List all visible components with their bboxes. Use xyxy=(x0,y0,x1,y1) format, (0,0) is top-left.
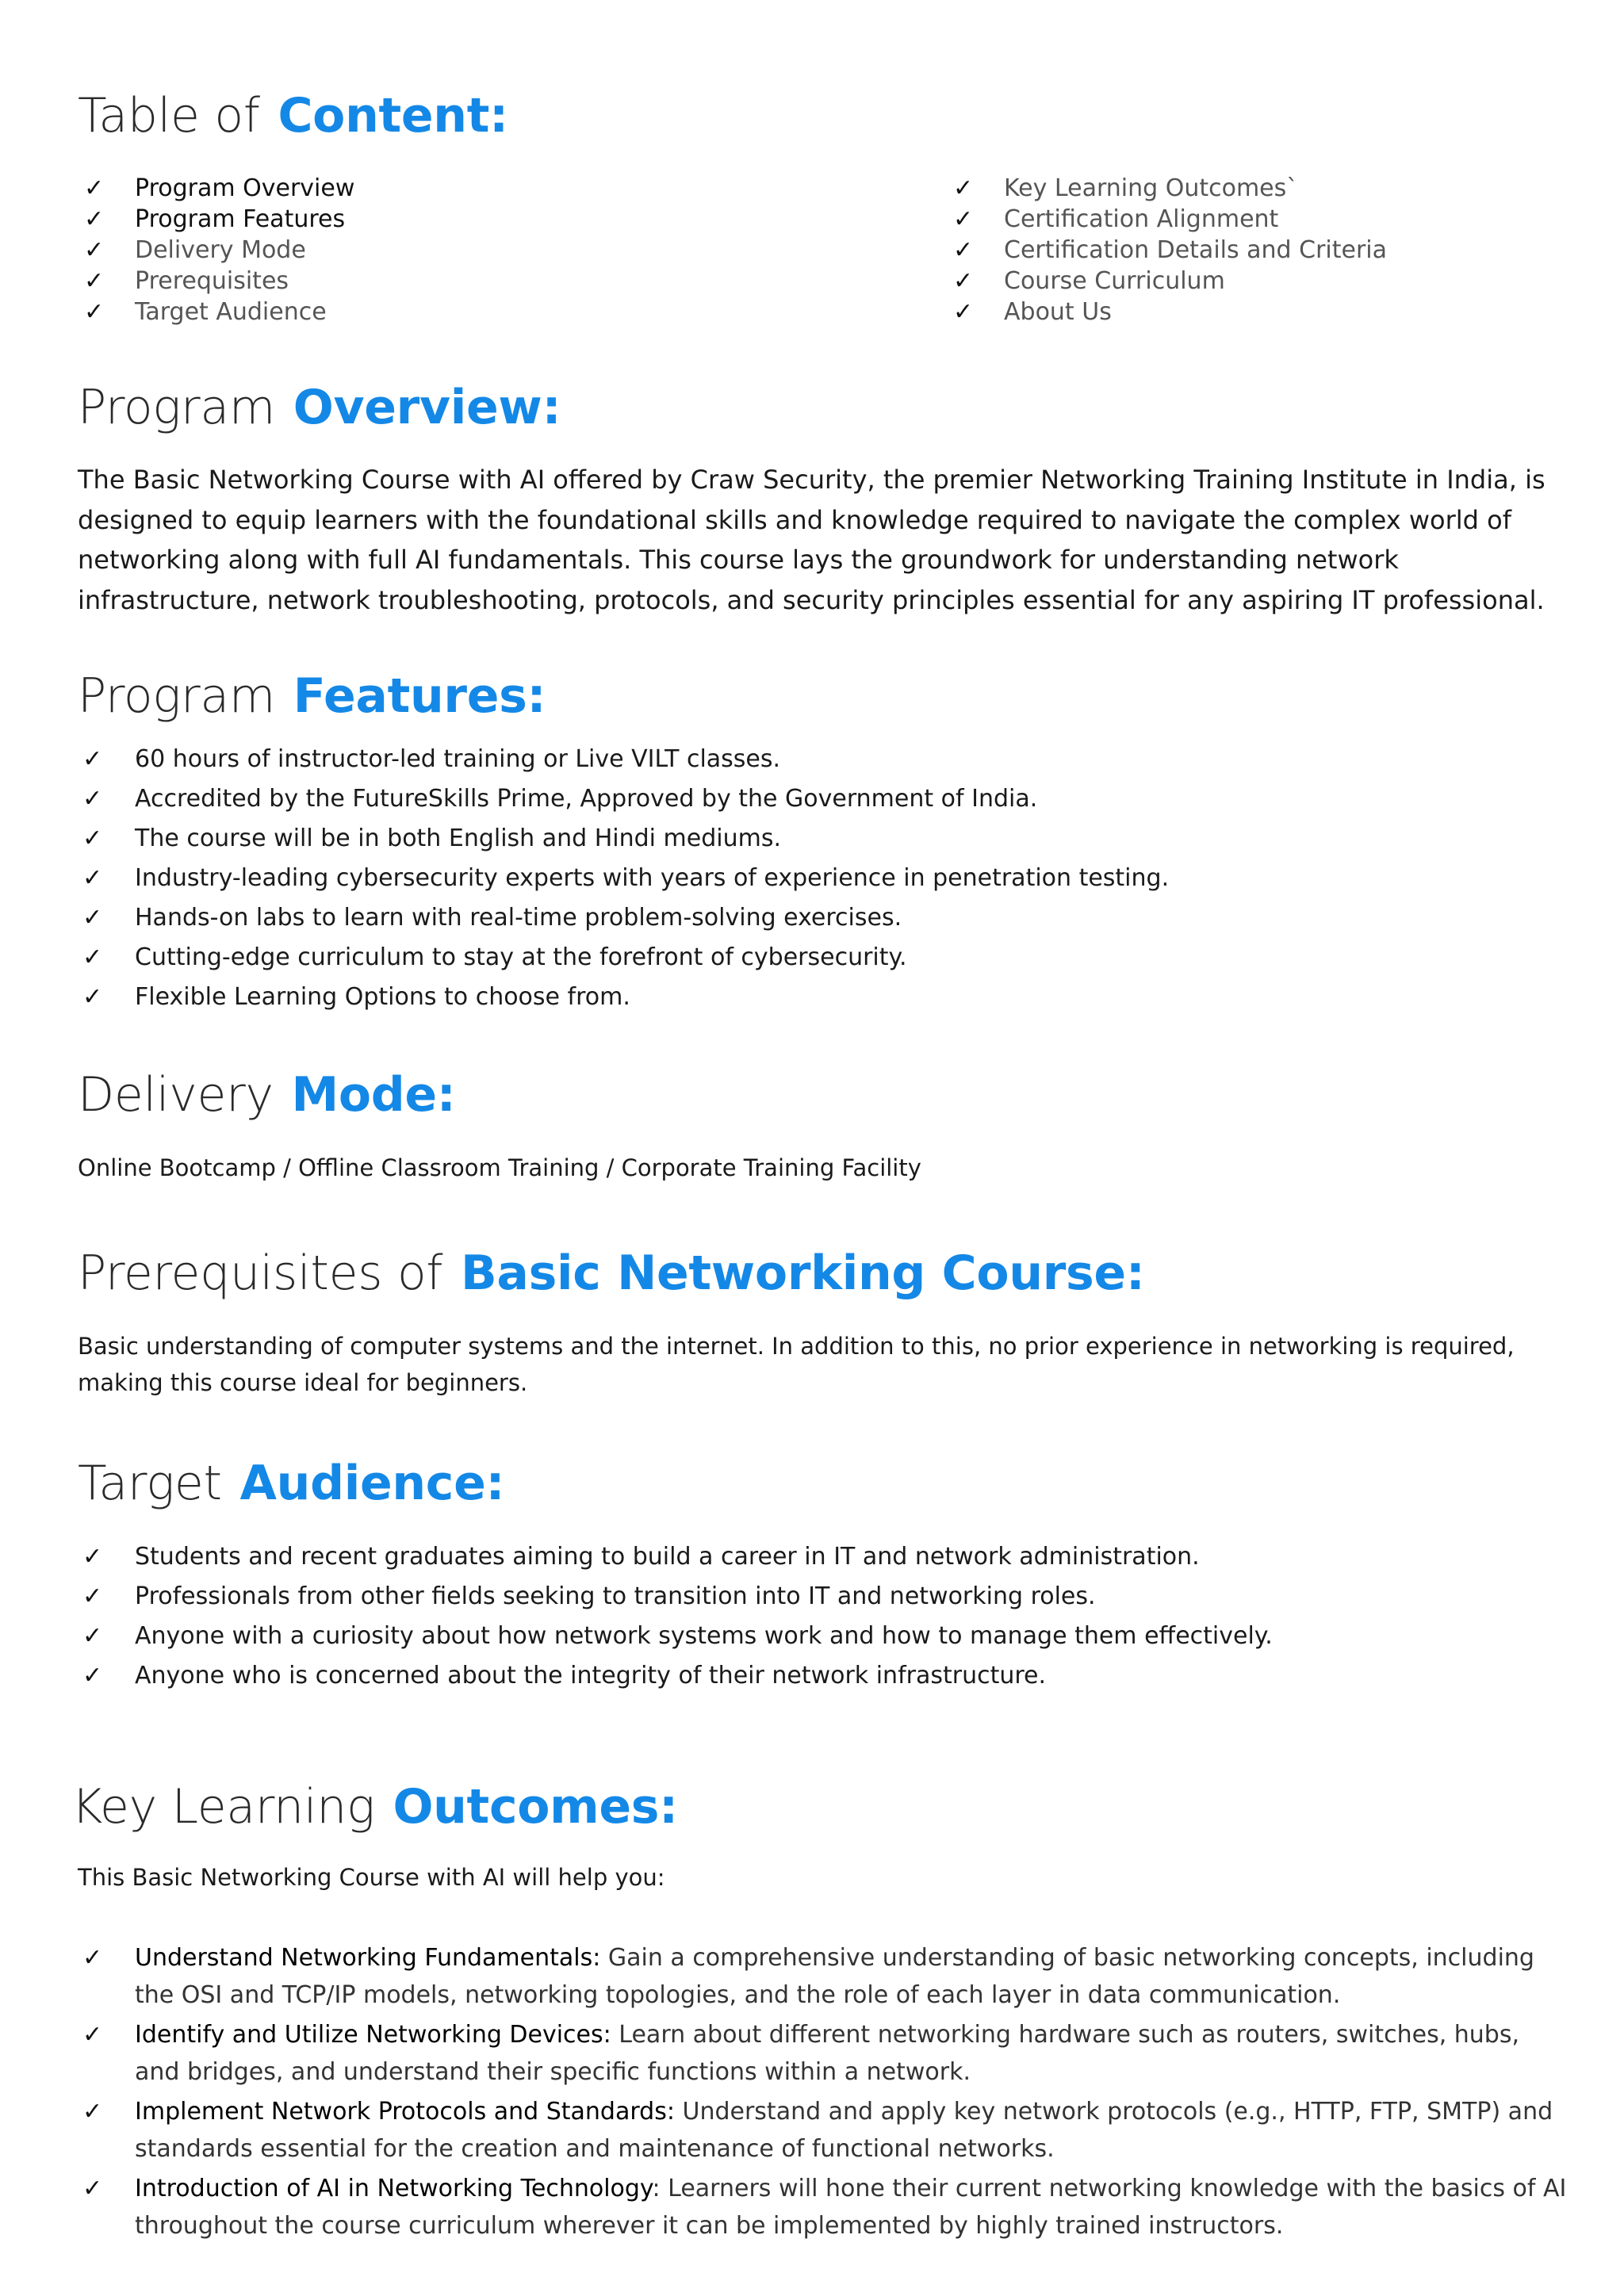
check-mark-icon: ✓ xyxy=(953,236,974,264)
toc-item[interactable] xyxy=(948,297,1387,327)
check-mark-icon: ✓ xyxy=(82,2175,103,2202)
check-mark-icon: ✓ xyxy=(82,785,103,813)
audience-list xyxy=(78,1537,1273,1696)
toc-list-left xyxy=(79,173,354,327)
feature-text: Flexible Learning Options to choose from. xyxy=(135,983,630,1011)
toc-item-label: Course Curriculum xyxy=(1004,267,1225,295)
audience-item xyxy=(78,1656,1273,1696)
toc-heading-plain: Table of xyxy=(78,88,260,144)
toc-item[interactable] xyxy=(948,235,1387,266)
toc-item-label: Program Overview xyxy=(135,174,355,202)
outcomes-list xyxy=(78,1939,1568,2247)
check-mark-icon: ✓ xyxy=(82,983,103,1011)
features-list xyxy=(78,740,1169,1017)
check-mark-icon: ✓ xyxy=(82,745,103,773)
feature-item xyxy=(78,779,1169,819)
audience-text: Anyone who is concerned about the integrity of their network infrastructure. xyxy=(135,1662,1047,1689)
prereq-text: Basic understanding of computer systems and the internet. In addition to this, no prior experience in networking is required, making this course ideal for beginners. xyxy=(78,1333,1515,1396)
feature-text: 60 hours of instructor-led training or Live VILT classes. xyxy=(135,745,781,773)
overview-paragraph: The Basic Networking Course with AI offered by Craw Security, the premier Networking Training Institute in India, is designed to equip learners with the foundational skills and knowledge required to navigate the complex world of networking along with full AI fundamentals. This course lays the groundwork for understanding network infrastructure, network troubleshooting, protocols, and security principles essential for any aspiring IT professional. xyxy=(78,465,1545,615)
feature-item xyxy=(78,740,1169,779)
outcomes-heading-plain: Key Learning xyxy=(71,1779,375,1835)
features-heading-bold: Features: xyxy=(293,668,546,724)
toc-item[interactable] xyxy=(79,297,354,327)
check-mark-icon: ✓ xyxy=(82,1582,103,1610)
prereq-heading-plain: Prerequisites of xyxy=(78,1246,443,1301)
check-mark-icon: ✓ xyxy=(82,943,103,971)
toc-item-label: Prerequisites xyxy=(135,267,289,295)
check-mark-icon: ✓ xyxy=(953,267,974,295)
check-mark-icon: ✓ xyxy=(82,2021,103,2049)
prereq-heading xyxy=(78,1245,1145,1302)
check-mark-icon: ✓ xyxy=(82,825,103,852)
outcome-term: Introduction of AI in Networking Technology xyxy=(135,2175,653,2202)
toc-item[interactable] xyxy=(948,266,1387,297)
feature-text: Cutting-edge curriculum to stay at the forefront of cybersecurity. xyxy=(135,943,907,971)
audience-heading xyxy=(78,1455,504,1512)
check-mark-icon: ✓ xyxy=(82,1622,103,1650)
toc-item-label: Certification Alignment xyxy=(1004,205,1279,233)
feature-item xyxy=(78,978,1169,1017)
toc-item[interactable] xyxy=(948,173,1387,204)
delivery-text: Online Bootcamp / Offline Classroom Training / Corporate Training Facility xyxy=(78,1154,921,1181)
outcome-item xyxy=(78,2016,1568,2091)
check-mark-icon: ✓ xyxy=(953,174,974,202)
prereq-heading-bold: Basic Networking Course: xyxy=(460,1246,1145,1301)
toc-item-label: Delivery Mode xyxy=(135,236,306,264)
outcome-item xyxy=(78,1939,1568,2014)
audience-text: Professionals from other fields seeking to transition into IT and networking roles. xyxy=(135,1582,1096,1610)
toc-heading-bold: Content: xyxy=(278,88,508,144)
feature-text: Hands-on labs to learn with real-time problem-solving exercises. xyxy=(135,904,902,932)
outcome-description: Learn about different networking hardware such as routers, switches, hubs, and bridges, and understand their specific functions within a network. xyxy=(135,2021,1520,2086)
outcome-description: Understand and apply key network protocols (e.g., HTTP, FTP, SMTP) and standards essential for the creation and maintenance of functional networks. xyxy=(135,2098,1553,2163)
features-heading-plain: Program xyxy=(78,668,275,724)
outcomes-heading xyxy=(71,1778,678,1835)
check-mark-icon: ✓ xyxy=(82,1543,103,1571)
features-heading xyxy=(78,668,546,725)
outcome-description: : Learners will hone their current networking knowledge with the basics of AI throughout the course curriculum wherever it can be implemented by highly trained instructors. xyxy=(135,2175,1567,2240)
audience-text: Anyone with a curiosity about how network systems work and how to manage them effectively. xyxy=(135,1622,1273,1650)
feature-item xyxy=(78,819,1169,859)
delivery-heading-bold: Mode: xyxy=(291,1067,456,1123)
check-mark-icon: ✓ xyxy=(953,298,974,326)
feature-item xyxy=(78,938,1169,978)
outcome-term: Understand Networking Fundamentals: xyxy=(135,1944,601,1972)
outcome-term: Implement Network Protocols and Standards: xyxy=(135,2098,675,2126)
audience-heading-plain: Target xyxy=(78,1456,222,1511)
feature-text: The course will be in both English and Hindi mediums. xyxy=(135,825,781,852)
check-mark-icon: ✓ xyxy=(84,174,105,202)
toc-item[interactable] xyxy=(948,204,1387,235)
toc-item-label: Key Learning Outcomes` xyxy=(1004,174,1299,202)
toc-item-label: Program Features xyxy=(135,205,346,233)
toc-item[interactable] xyxy=(79,235,354,266)
check-mark-icon: ✓ xyxy=(84,298,105,326)
feature-item xyxy=(78,859,1169,898)
toc-item[interactable] xyxy=(79,204,354,235)
outcomes-intro: This Basic Networking Course with AI will help you: xyxy=(78,1864,665,1891)
feature-text: Accredited by the FutureSkills Prime, Approved by the Government of India. xyxy=(135,785,1038,813)
outcomes-heading-bold: Outcomes: xyxy=(393,1779,678,1835)
delivery-heading-plain: Delivery xyxy=(78,1067,274,1123)
audience-heading-bold: Audience: xyxy=(239,1456,505,1511)
outcome-description: Gain a comprehensive understanding of basic networking concepts, including the OSI and TCP/IP models, networking topologies, and the role of each layer in data communication. xyxy=(135,1944,1534,2009)
toc-item-label: Target Audience xyxy=(135,298,327,326)
check-mark-icon: ✓ xyxy=(84,236,105,264)
audience-item xyxy=(78,1537,1273,1577)
check-mark-icon: ✓ xyxy=(84,267,105,295)
toc-item-label: Certification Details and Criteria xyxy=(1004,236,1388,264)
audience-item xyxy=(78,1577,1273,1617)
toc-list-right xyxy=(948,173,1387,327)
outcome-item xyxy=(78,2170,1568,2244)
check-mark-icon: ✓ xyxy=(953,205,974,233)
check-mark-icon: ✓ xyxy=(82,2098,103,2126)
toc-item-label: About Us xyxy=(1004,298,1112,326)
check-mark-icon: ✓ xyxy=(82,1944,103,1972)
audience-item xyxy=(78,1617,1273,1656)
outcome-item xyxy=(78,2093,1568,2168)
check-mark-icon: ✓ xyxy=(82,1662,103,1689)
toc-heading xyxy=(78,87,508,144)
toc-item[interactable] xyxy=(79,173,354,204)
overview-heading-bold: Overview: xyxy=(293,380,561,435)
overview-heading xyxy=(78,379,561,436)
outcome-term: Identify and Utilize Networking Devices: xyxy=(135,2021,611,2049)
feature-text: Industry-leading cybersecurity experts with years of experience in penetration testing. xyxy=(135,864,1170,892)
check-mark-icon: ✓ xyxy=(82,904,103,932)
overview-heading-plain: Program xyxy=(78,380,275,435)
audience-text: Students and recent graduates aiming to build a career in IT and network administration. xyxy=(135,1543,1200,1571)
delivery-heading xyxy=(78,1066,456,1123)
check-mark-icon: ✓ xyxy=(82,864,103,892)
check-mark-icon: ✓ xyxy=(84,205,105,233)
toc-item[interactable] xyxy=(79,266,354,297)
feature-item xyxy=(78,898,1169,938)
